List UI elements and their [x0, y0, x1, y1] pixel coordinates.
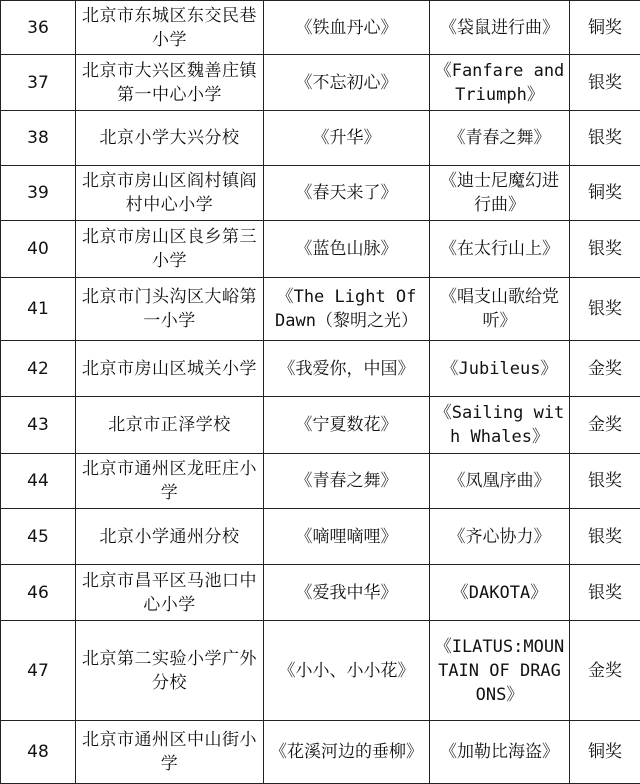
- school-name: 北京市门头沟区大峪第一小学: [76, 278, 264, 341]
- row-number: 36: [1, 1, 76, 55]
- row-number: 40: [1, 221, 76, 278]
- school-name: 北京第二实验小学广外分校: [76, 621, 264, 721]
- school-name: 北京市房山区城关小学: [76, 341, 264, 397]
- award-level: 银奖: [570, 55, 640, 111]
- table-row: [1, 166, 640, 221]
- row-number: 43: [1, 397, 76, 454]
- row-number: 39: [1, 166, 76, 221]
- piece-two: 《DAKOTA》: [430, 565, 570, 621]
- row-number: 42: [1, 341, 76, 397]
- piece-one: 《蓝色山脉》: [264, 221, 430, 278]
- row-number: 46: [1, 565, 76, 621]
- award-level: 银奖: [570, 221, 640, 278]
- piece-one: 《花溪河边的垂柳》: [264, 721, 430, 784]
- row-number: 41: [1, 278, 76, 341]
- piece-one: 《不忘初心》: [264, 55, 430, 111]
- award-level: 银奖: [570, 509, 640, 565]
- piece-one: 《升华》: [264, 111, 430, 166]
- row-number: 37: [1, 55, 76, 111]
- piece-two: 《唱支山歌给党听》: [430, 278, 570, 341]
- piece-one: 《我爱你，中国》: [264, 341, 430, 397]
- award-level: 银奖: [570, 454, 640, 509]
- piece-one: 《嘀哩嘀哩》: [264, 509, 430, 565]
- award-level: 铜奖: [570, 1, 640, 55]
- school-name: 北京小学大兴分校: [76, 111, 264, 166]
- piece-two: 《Sailing with Whales》: [430, 397, 570, 454]
- table-row: [1, 55, 640, 111]
- row-number: 45: [1, 509, 76, 565]
- award-level: 银奖: [570, 565, 640, 621]
- table-row: [1, 454, 640, 509]
- school-name: 北京小学通州分校: [76, 509, 264, 565]
- school-name: 北京市东城区东交民巷小学: [76, 1, 264, 55]
- award-level: 铜奖: [570, 721, 640, 784]
- table-row: [1, 341, 640, 397]
- school-name: 北京市昌平区马池口中心小学: [76, 565, 264, 621]
- award-level: 金奖: [570, 341, 640, 397]
- piece-two: 《Jubileus》: [430, 341, 570, 397]
- piece-two: 《迪士尼魔幻进行曲》: [430, 166, 570, 221]
- piece-two: 《齐心协力》: [430, 509, 570, 565]
- table-row: [1, 111, 640, 166]
- piece-one: 《小小、小小花》: [264, 621, 430, 721]
- piece-one: 《铁血丹心》: [264, 1, 430, 55]
- piece-one: 《青春之舞》: [264, 454, 430, 509]
- table-row: [1, 1, 640, 55]
- award-level: 金奖: [570, 621, 640, 721]
- table-row: [1, 278, 640, 341]
- school-name: 北京市房山区良乡第三小学: [76, 221, 264, 278]
- school-name: 北京市房山区阎村镇阎村中心小学: [76, 166, 264, 221]
- piece-one: 《宁夏数花》: [264, 397, 430, 454]
- piece-two: 《青春之舞》: [430, 111, 570, 166]
- school-name: 北京市正泽学校: [76, 397, 264, 454]
- row-number: 48: [1, 721, 76, 784]
- school-name: 北京市通州区中山街小学: [76, 721, 264, 784]
- piece-two: 《Fanfare and Triumph》: [430, 55, 570, 111]
- table-row: [1, 221, 640, 278]
- piece-one: 《The Light Of Dawn（黎明之光）: [264, 278, 430, 341]
- table-row: [1, 509, 640, 565]
- award-level: 铜奖: [570, 166, 640, 221]
- row-number: 38: [1, 111, 76, 166]
- table-row: [1, 721, 640, 784]
- piece-one: 《春天来了》: [264, 166, 430, 221]
- table-row: [1, 565, 640, 621]
- table-row: [1, 397, 640, 454]
- table-row: [1, 621, 640, 721]
- piece-one: 《爱我中华》: [264, 565, 430, 621]
- row-number: 44: [1, 454, 76, 509]
- row-number: 47: [1, 621, 76, 721]
- award-level: 银奖: [570, 111, 640, 166]
- piece-two: 《ILATUS:MOUNTAIN OF DRAGONS》: [430, 621, 570, 721]
- piece-two: 《在太行山上》: [430, 221, 570, 278]
- award-level: 金奖: [570, 397, 640, 454]
- piece-two: 《加勒比海盗》: [430, 721, 570, 784]
- school-name: 北京市通州区龙旺庄小学: [76, 454, 264, 509]
- piece-two: 《凤凰序曲》: [430, 454, 570, 509]
- school-name: 北京市大兴区魏善庄镇第一中心小学: [76, 55, 264, 111]
- piece-two: 《袋鼠进行曲》: [430, 1, 570, 55]
- award-level: 银奖: [570, 278, 640, 341]
